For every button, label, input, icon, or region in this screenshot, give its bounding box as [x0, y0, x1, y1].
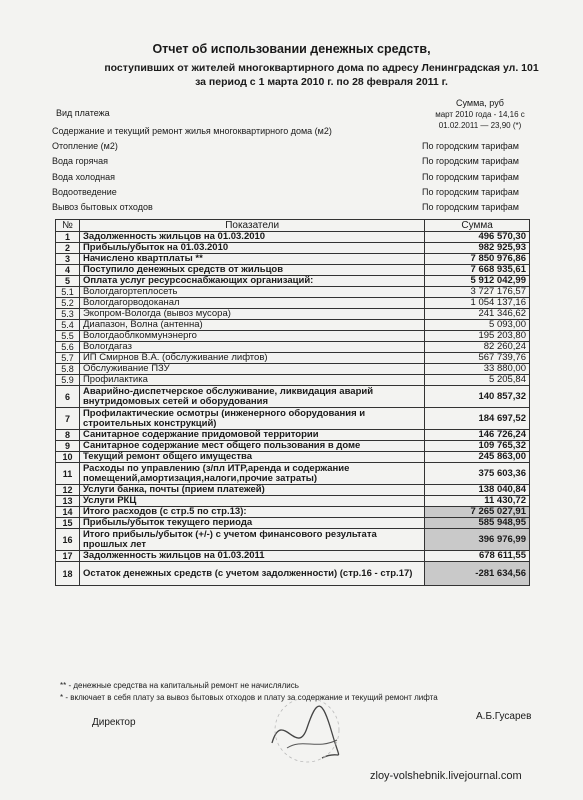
row-number: 9: [56, 441, 80, 452]
director-name: А.Б.Гусарев: [476, 711, 532, 722]
payment-type-value: По городским тарифам: [422, 141, 519, 152]
row-number: 8: [56, 430, 80, 441]
payment-type-header: Вид платежа: [56, 108, 110, 118]
row-sum: 138 040,84: [425, 485, 530, 496]
row-sum: 33 880,00: [425, 364, 530, 375]
footnote-waste-lift: * - включает в себя плату за вывоз бытовых отходов и плату за содержание и текущий ремонт лифта: [60, 693, 438, 702]
watermark: zloy-volshebnik.livejournal.com: [370, 770, 522, 782]
row-sum: 245 863,00: [425, 452, 530, 463]
row-indicator: Задолженность жильцов на 01.03.2011: [79, 551, 424, 562]
payment-type-row: [52, 185, 532, 200]
table-row: [56, 298, 530, 309]
table-row: [56, 452, 530, 463]
payment-type-value: По городским тарифам: [422, 156, 519, 167]
row-sum: 3 727 176,57: [425, 287, 530, 298]
table-row: [56, 331, 530, 342]
row-sum: -281 634,56: [425, 562, 530, 586]
row-indicator: Прибыль/убыток текущего периода: [79, 518, 424, 529]
row-sum: 585 948,95: [425, 518, 530, 529]
table-header-row: [56, 220, 530, 232]
row-indicator: Диапазон, Волна (антенна): [79, 320, 424, 331]
payment-type-value: По городским тарифам: [422, 171, 519, 182]
payment-type-row: [52, 139, 532, 154]
table-row: [56, 430, 530, 441]
row-number: 4: [56, 265, 80, 276]
row-sum: 195 203,80: [425, 331, 530, 342]
col-name-header: Показатели: [79, 220, 424, 232]
row-indicator: Итого расходов (с стр.5 по стр.13):: [79, 507, 424, 518]
row-sum: 7 265 027,91: [425, 507, 530, 518]
row-sum: 184 697,52: [425, 408, 530, 430]
table-row: [56, 320, 530, 331]
row-indicator: Экопром-Вологда (вывоз мусора): [79, 309, 424, 320]
row-number: 5.8: [56, 364, 80, 375]
row-indicator: Оплата услуг ресурсоснабжающих организаций:: [79, 276, 424, 287]
row-sum: 5 912 042,99: [425, 276, 530, 287]
footnotes: [60, 680, 438, 704]
table-row: [56, 485, 530, 496]
row-sum: 496 570,30: [425, 232, 530, 243]
row-indicator: Санитарное содержание придомовой территории: [79, 430, 424, 441]
table-row: [56, 551, 530, 562]
sum-header-label: Сумма, руб: [456, 98, 504, 108]
payment-type-label: Отопление (м2): [52, 141, 118, 152]
table-row: [56, 562, 530, 586]
table-row: [56, 243, 530, 254]
row-number: 3: [56, 254, 80, 265]
report-title: Отчет об использовании денежных средств,: [152, 42, 431, 56]
table-row: [56, 254, 530, 265]
row-sum: 5 093,00: [425, 320, 530, 331]
payment-type-row: [52, 200, 532, 215]
row-indicator: Вологдагаз: [79, 342, 424, 353]
row-number: 5.1: [56, 287, 80, 298]
payment-type-value: По городским тарифам: [422, 186, 519, 197]
sum-header-rate1: март 2010 года - 14,16 с: [435, 110, 525, 119]
row-indicator: Текущий ремонт общего имущества: [79, 452, 424, 463]
col-sum-header: Сумма: [425, 220, 530, 232]
table-row: [56, 408, 530, 430]
row-number: 5.5: [56, 331, 80, 342]
row-number: 1: [56, 232, 80, 243]
row-number: 14: [56, 507, 80, 518]
row-indicator: Вологдагортеплосеть: [79, 287, 424, 298]
row-sum: 146 726,24: [425, 430, 530, 441]
sum-header-rate2: 01.02.2011 — 23,90 (*): [438, 121, 522, 130]
row-indicator: Задолженность жильцов на 01.03.2010: [79, 232, 424, 243]
row-indicator: Профилактика: [79, 375, 424, 386]
row-indicator: Аварийно-диспетчерское обслуживание, ликвидация аварий внутридомовых сетей и оборудования: [79, 386, 424, 408]
row-indicator: Вологдагорводоканал: [79, 298, 424, 309]
row-number: 5.7: [56, 353, 80, 364]
row-number: 17: [56, 551, 80, 562]
row-indicator: Обслуживание ПЗУ: [79, 364, 424, 375]
row-number: 5: [56, 276, 80, 287]
row-sum: 140 857,32: [425, 386, 530, 408]
row-sum: 82 260,24: [425, 342, 530, 353]
payment-type-value: [422, 124, 532, 139]
table-row: [56, 265, 530, 276]
footnote-capital-repair: ** - денежные средства на капитальный ремонт не начислялись: [60, 681, 299, 690]
row-indicator: Поступило денежных средств от жильцов: [79, 265, 424, 276]
row-indicator: Профилактические осмотры (инженерного оборудования и строительных конструкций): [79, 408, 424, 430]
payment-type-row: [52, 170, 532, 185]
payment-type-label: Содержание и текущий ремонт жилья многоквартирного дома (м2): [52, 126, 332, 136]
row-number: 2: [56, 243, 80, 254]
row-number: 12: [56, 485, 80, 496]
table-row: [56, 441, 530, 452]
col-num-header: №: [56, 220, 80, 232]
row-indicator: Расходы по управлению (з/пл ИТР,аренда и содержание помещений,амортизация,налоги,прочие затраты): [79, 463, 424, 485]
row-number: 7: [56, 408, 80, 430]
payment-type-label: Водоотведение: [52, 186, 117, 197]
row-indicator: Прибыль/убыток на 01.03.2010: [79, 243, 424, 254]
row-number: 11: [56, 463, 80, 485]
table-row: [56, 364, 530, 375]
row-sum: 5 205,84: [425, 375, 530, 386]
row-sum: 7 850 976,86: [425, 254, 530, 265]
row-indicator: Вологдаоблкоммунэнерго: [79, 331, 424, 342]
payment-type-list: [52, 124, 532, 215]
payment-type-label: Вода холодная: [52, 171, 116, 182]
table-row: [56, 386, 530, 408]
row-number: 13: [56, 496, 80, 507]
director-label: Директор: [92, 717, 136, 728]
row-indicator: Услуги РКЦ: [79, 496, 424, 507]
row-sum: 396 976,99: [425, 529, 530, 551]
row-indicator: ИП Смирнов В.А. (обслуживание лифтов): [79, 353, 424, 364]
payment-type-row: [52, 124, 532, 139]
row-number: 18: [56, 562, 80, 586]
row-sum: 1 054 137,16: [425, 298, 530, 309]
payment-type-label: Вода горячая: [52, 156, 109, 167]
row-indicator: Начислено квартплаты **: [79, 254, 424, 265]
row-sum: 982 925,93: [425, 243, 530, 254]
row-indicator: Итого прибыль/убыток (+/-) с учетом финансового результата прошлых лет: [79, 529, 424, 551]
table-row: [56, 353, 530, 364]
table-row: [56, 287, 530, 298]
row-indicator: Остаток денежных средств (с учетом задолженности) (стр.16 - стр.17): [79, 562, 424, 586]
table-row: [56, 529, 530, 551]
table-row: [56, 375, 530, 386]
table-row: [56, 507, 530, 518]
row-sum: 241 346,62: [425, 309, 530, 320]
table-row: [56, 342, 530, 353]
row-number: 5.2: [56, 298, 80, 309]
signature-stamp: [262, 688, 352, 768]
row-number: 5.6: [56, 342, 80, 353]
row-indicator: Санитарное содержание мест общего пользования в доме: [79, 441, 424, 452]
report-subtitle-address: поступивших от жителей многоквартирного дома по адресу Ленинградская ул. 101: [104, 62, 539, 74]
row-number: 5.3: [56, 309, 80, 320]
payment-type-label: Вывоз бытовых отходов: [52, 201, 153, 212]
table-row: [56, 518, 530, 529]
report-table: [55, 219, 530, 586]
row-number: 6: [56, 386, 80, 408]
row-sum: 678 611,55: [425, 551, 530, 562]
row-indicator: Услуги банка, почты (прием платежей): [79, 485, 424, 496]
row-sum: 11 430,72: [425, 496, 530, 507]
payment-type-row: [52, 154, 532, 169]
table-row: [56, 496, 530, 507]
row-number: 5.9: [56, 375, 80, 386]
report-subtitle-period: за период с 1 марта 2010 г. по 28 февраля 2011 г.: [195, 76, 448, 88]
table-row: [56, 276, 530, 287]
row-sum: 109 765,32: [425, 441, 530, 452]
row-sum: 7 668 935,61: [425, 265, 530, 276]
table-row: [56, 232, 530, 243]
payment-type-value: По городским тарифам: [422, 201, 519, 212]
row-number: 16: [56, 529, 80, 551]
row-number: 10: [56, 452, 80, 463]
row-number: 15: [56, 518, 80, 529]
row-sum: 375 603,36: [425, 463, 530, 485]
table-row: [56, 309, 530, 320]
row-sum: 567 739,76: [425, 353, 530, 364]
table-row: [56, 463, 530, 485]
row-number: 5.4: [56, 320, 80, 331]
